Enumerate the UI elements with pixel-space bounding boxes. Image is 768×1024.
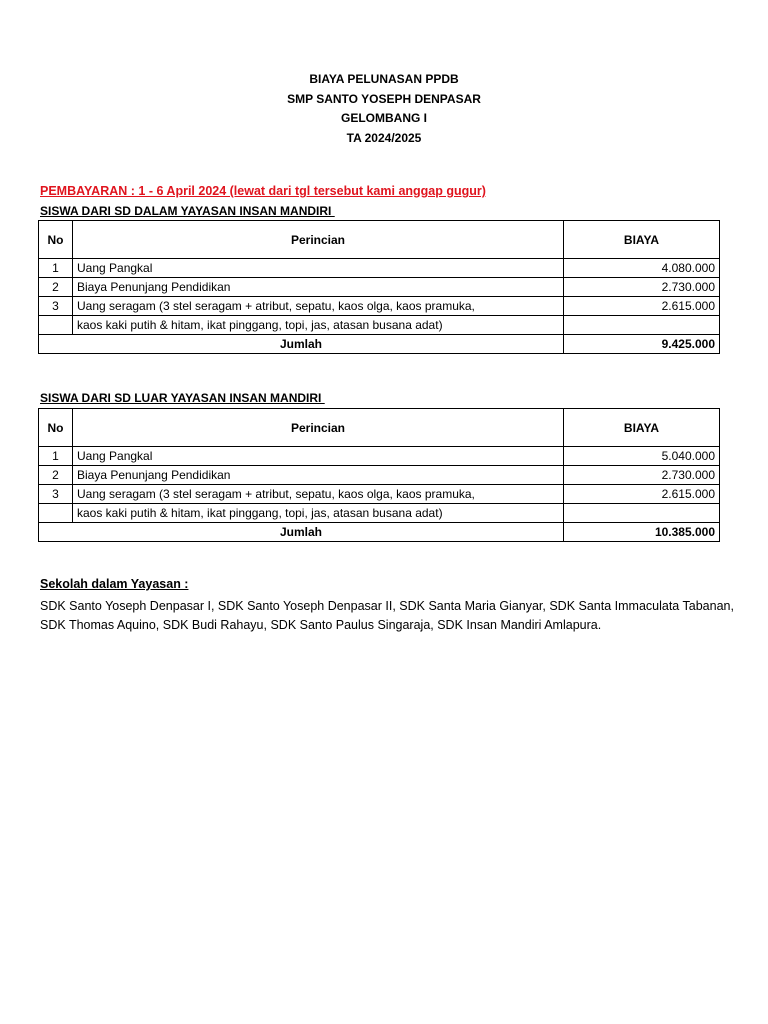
row-amount: 2.730.000 [564,278,720,297]
column-header-amount: BIAYA [564,221,720,259]
row-number-empty [39,504,73,523]
row-amount: 2.730.000 [564,466,720,485]
row-description-continued: kaos kaki putih & hitam, ikat pinggang, topi, jas, atasan busana adat) [73,316,564,335]
header-title: BIAYA PELUNASAN PPDB [309,72,459,86]
table-total-row [39,335,720,354]
row-number: 1 [39,259,73,278]
row-amount: 5.040.000 [564,447,720,466]
table-total-row [39,523,720,542]
header-academic-year: TA 2024/2025 [346,130,422,145]
row-number: 3 [39,485,73,504]
row-amount-empty [564,504,720,523]
fee-table-external [38,408,720,542]
column-header-description: Perincian [73,409,564,447]
row-description: Uang Pangkal [73,259,564,278]
total-label: Jumlah [39,335,564,354]
table-header-row [39,221,720,259]
row-amount: 4.080.000 [564,259,720,278]
table-row [39,259,720,278]
section-internal-title: SISWA DARI SD DALAM YAYASAN INSAN MANDIRI [40,204,335,218]
column-header-no: No [39,409,73,447]
document-header [0,70,768,148]
total-amount: 9.425.000 [564,335,720,354]
row-description: Biaya Penunjang Pendidikan [73,278,564,297]
table-row [39,278,720,297]
header-wave: GELOMBANG I [341,111,427,125]
table-header-row [39,409,720,447]
schools-heading: Sekolah dalam Yayasan : [40,577,189,591]
table-row [39,485,720,504]
table-row [39,447,720,466]
payment-deadline-notice: PEMBAYARAN : 1 - 6 April 2024 (lewat dari tgl tersebut kami anggap gugur) [40,184,486,198]
schools-list-line: SDK Thomas Aquino, SDK Budi Rahayu, SDK Santo Paulus Singaraja, SDK Insan Mandiri Amlapura. [40,618,602,632]
row-number: 3 [39,297,73,316]
schools-list-line: SDK Santo Yoseph Denpasar I, SDK Santo Yoseph Denpasar II, SDK Santa Maria Gianyar, SDK Santa Immaculata Tabanan, [40,599,734,613]
header-school: SMP SANTO YOSEPH DENPASAR [287,91,481,106]
table-row-continuation [39,316,720,335]
table-row [39,466,720,485]
row-amount: 2.615.000 [564,485,720,504]
table-row-continuation [39,504,720,523]
row-amount-empty [564,316,720,335]
section-external-title: SISWA DARI SD LUAR YAYASAN INSAN MANDIRI [40,391,325,405]
row-description: Biaya Penunjang Pendidikan [73,466,564,485]
total-amount: 10.385.000 [564,523,720,542]
column-header-amount: BIAYA [564,409,720,447]
row-description: Uang seragam (3 stel seragam + atribut, sepatu, kaos olga, kaos pramuka, [73,485,564,504]
row-number-empty [39,316,73,335]
row-amount: 2.615.000 [564,297,720,316]
row-number: 1 [39,447,73,466]
row-description-continued: kaos kaki putih & hitam, ikat pinggang, topi, jas, atasan busana adat) [73,504,564,523]
table-row [39,297,720,316]
column-header-no: No [39,221,73,259]
row-number: 2 [39,466,73,485]
row-description: Uang seragam (3 stel seragam + atribut, sepatu, kaos olga, kaos pramuka, [73,297,564,316]
total-label: Jumlah [39,523,564,542]
row-number: 2 [39,278,73,297]
schools-list [40,597,740,635]
fee-table-internal [38,220,720,354]
column-header-description: Perincian [73,221,564,259]
row-description: Uang Pangkal [73,447,564,466]
